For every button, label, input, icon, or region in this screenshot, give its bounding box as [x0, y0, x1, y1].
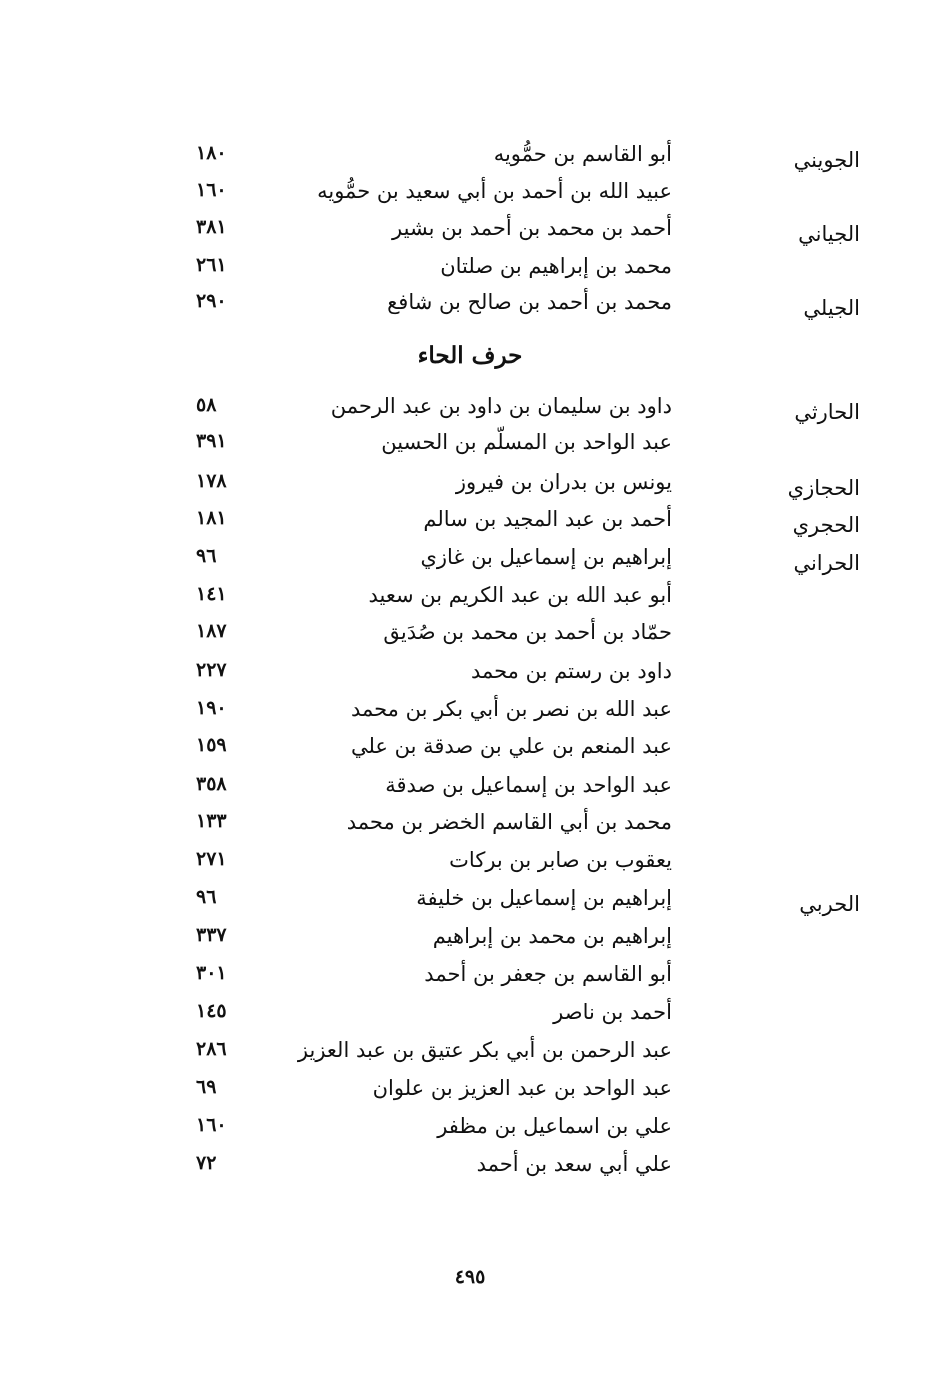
index-row: [0, 142, 940, 180]
index-row: [0, 620, 940, 658]
nisba-label: الحجازي: [787, 476, 860, 500]
person-name: إبراهيم بن إسماعيل بن غازي: [420, 545, 672, 569]
person-name: عبد الرحمن بن أبي بكر عتيق بن عبد العزيز: [297, 1038, 672, 1062]
page-reference: ١٥٩: [196, 734, 227, 756]
page-reference: ٢٨٦: [196, 1038, 227, 1060]
person-name: أبو القاسم بن جعفر بن أحمد: [424, 962, 672, 986]
person-name: إبراهيم بن محمد بن إبراهيم: [432, 924, 672, 948]
person-name: حمّاد بن أحمد بن محمد بن صُدَيق: [383, 620, 672, 644]
person-name: علي بن اسماعيل بن مظفر: [437, 1114, 672, 1138]
page-reference: ١٦٠: [196, 1114, 227, 1136]
index-row: [0, 216, 940, 254]
person-name: أبو عبد الله بن عبد الكريم بن سعيد: [368, 583, 672, 607]
person-name: أحمد بن ناصر: [553, 1000, 672, 1024]
page-reference: ٢٩٠: [196, 290, 227, 312]
index-row: [0, 924, 940, 962]
nisba-label: الجيلي: [803, 296, 860, 320]
nisba-label: الحجري: [792, 513, 860, 537]
page-reference: ٣٩١: [196, 430, 227, 452]
index-row: [0, 734, 940, 772]
nisba-label: الحارثي: [794, 400, 860, 424]
nisba-label: الجويني: [793, 148, 860, 172]
index-row: [0, 545, 940, 583]
index-row: [0, 886, 940, 924]
page-reference: ١٦٠: [196, 179, 227, 201]
person-name: عبد الواحد بن المسلّم بن الحسين: [381, 430, 672, 454]
person-name: عبد الله بن نصر بن أبي بكر بن محمد: [350, 697, 672, 721]
nisba-label: الحراني: [793, 551, 860, 575]
page-reference: ٣٨١: [196, 216, 227, 238]
page-reference: ٧٢: [196, 1152, 217, 1174]
page-reference: ١٤١: [196, 583, 227, 605]
index-row: [0, 507, 940, 545]
index-row: [0, 659, 940, 697]
person-name: محمد بن أحمد بن صالح بن شافع: [387, 290, 672, 314]
page-reference: ٢٢٧: [196, 659, 227, 681]
page-reference: ٥٨: [196, 394, 217, 416]
index-row: [0, 1152, 940, 1190]
page-reference: ٢٦١: [196, 254, 227, 276]
page-reference: ١٨٧: [196, 620, 227, 642]
person-name: عبيد الله بن أحمد بن أبي سعيد بن حمُّويه: [317, 179, 672, 203]
index-row: [0, 394, 940, 432]
person-name: أحمد بن عبد المجيد بن سالم: [423, 507, 672, 531]
index-row: [0, 810, 940, 848]
index-row: [0, 1076, 940, 1114]
index-row: [0, 470, 940, 508]
page-reference: ٢٧١: [196, 848, 227, 870]
index-row: [0, 430, 940, 468]
page-reference: ٣٣٧: [196, 924, 227, 946]
person-name: داود بن رستم بن محمد: [470, 659, 672, 683]
index-row: [0, 1000, 940, 1038]
person-name: أبو القاسم بن حمُّويه: [493, 142, 672, 166]
person-name: علي أبي سعد بن أحمد: [476, 1152, 672, 1176]
page-number: ٤٩٥: [454, 1266, 486, 1288]
person-name: عبد الواحد بن إسماعيل بن صدقة: [385, 773, 672, 797]
page-reference: ١٣٣: [196, 810, 227, 832]
nisba-label: الحربي: [799, 892, 860, 916]
person-name: عبد الواحد بن عبد العزيز بن علوان: [372, 1076, 672, 1100]
person-name: يونس بن بدران بن فيروز: [455, 470, 672, 494]
page-reference: ١٨١: [196, 507, 227, 529]
person-name: يعقوب بن صابر بن بركات: [449, 848, 672, 872]
page-reference: ١٩٠: [196, 697, 227, 719]
page-reference: ٩٦: [196, 886, 217, 908]
index-row: [0, 179, 940, 217]
index-row: [0, 254, 940, 292]
index-row: [0, 583, 940, 621]
page-reference: ١٤٥: [196, 1000, 227, 1022]
index-row: [0, 697, 940, 735]
index-row: [0, 290, 940, 328]
nisba-label: الجياني: [798, 222, 860, 246]
index-row: [0, 1114, 940, 1152]
person-name: داود بن سليمان بن داود بن عبد الرحمن: [330, 394, 672, 418]
person-name: محمد بن أبي القاسم الخضر بن محمد: [346, 810, 672, 834]
page-reference: ٩٦: [196, 545, 217, 567]
person-name: عبد المنعم بن علي بن صدقة بن علي: [350, 734, 672, 758]
page-reference: ١٨٠: [196, 142, 227, 164]
index-row: [0, 773, 940, 811]
index-row: [0, 1038, 940, 1076]
page-reference: ٣٠١: [196, 962, 227, 984]
index-row: [0, 962, 940, 1000]
person-name: إبراهيم بن إسماعيل بن خليفة: [416, 886, 672, 910]
person-name: محمد بن إبراهيم بن صلتان: [440, 254, 672, 278]
page-reference: ٦٩: [196, 1076, 217, 1098]
section-heading: حرف الحاء: [417, 342, 523, 369]
page-reference: ٣٥٨: [196, 773, 227, 795]
page-reference: ١٧٨: [196, 470, 227, 492]
person-name: أحمد بن محمد بن أحمد بن بشير: [392, 216, 672, 240]
index-row: [0, 848, 940, 886]
